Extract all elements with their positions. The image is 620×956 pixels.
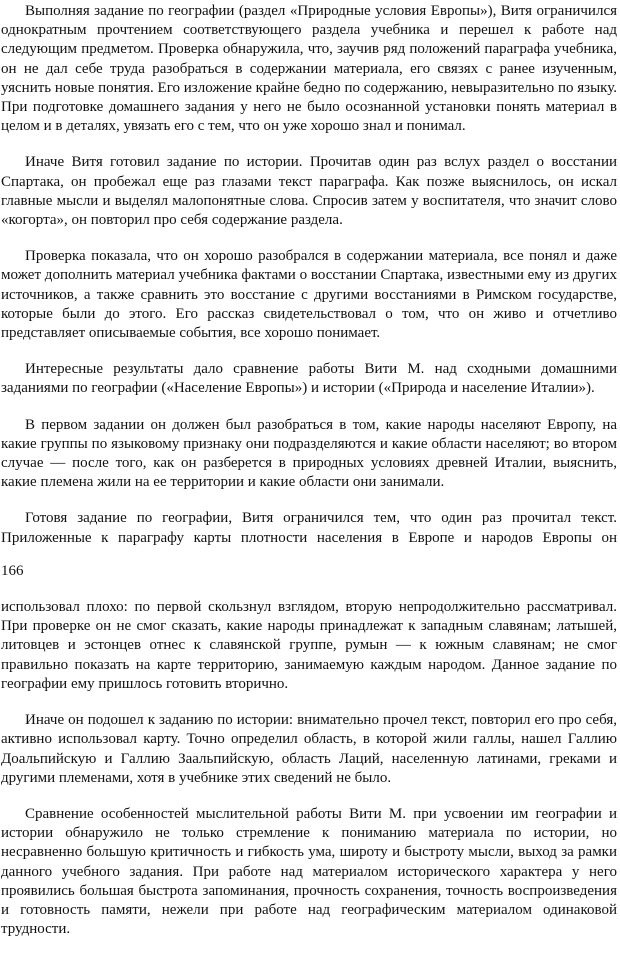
- paragraph-conclusion: Сравнение особенностей мыслительной работы Вити М. при усвоении им географии и истории обнаружило не только стремление к пониманию материала по истории, но несравненно большую критичность и гибкость ума, широту и быстроту мысли, выход за рамки данного учебного задания. При работе над материалом исторического характера у него проявились большая быстрота запоминания, прочность сохранения, точность воспроизведения и готовность памяти, нежели при работе над географическим материалом одинаковой трудности.: [1, 805, 617, 938]
- paragraph-continuation: использовал плохо: по первой скользнул взглядом, вторую непродолжительно рассматривал. При проверке он не смог сказать, какие народы принадлежат к западным славянам; латышей, литовцев и эстонцев отнес к славянской группе, румын — к южным славянам; не смог правильно показать на карте территорию, занимаемую каждым народом. Данное задание по географии ему пришлось готовить вторично.: [1, 599, 617, 692]
- page-number: 166: [1, 562, 24, 579]
- paragraph-history-approach: Иначе он подошел к заданию по истории: внимательно прочел текст, повторил его про себя, активно использовал карту. Точно определил область, в которой жили галлы, нашел Галлию Доальпийскую и Галлию Заальпийскую, область Лаций, населенную латинами, греками и другими племенами, хотя в учебнике этих сведений не было.: [1, 712, 617, 786]
- paragraph-history-task: Иначе Витя готовил задание по истории. Прочитав один раз вслух раздел о восстании Спартака, он пробежал еще раз глазами текст параграфа. Как позже выяснилось, он искал главные мысли и выделял малопонятные слова. Спросив затем у воспитателя, что значит слово «когорта», он повторил про себя содержание раздела.: [1, 154, 617, 229]
- paragraph-check-result: Проверка показала, что он хорошо разобрался в содержании материала, все понял и даже может дополнить материал учебника фактами о восстании Спартака, известными ему из других источников, а также сравнить это восстание с другими восстаниями в Римском государстве, которые были до этого. Его рассказ свидетельствовал о том, что он живо и отчетливо представляет описываемые события, все хорошо понимает.: [1, 248, 617, 342]
- paragraph-geography-task: Выполняя задание по географии (раздел «Природные условия Европы»), Витя ограничился однократным прочтением соответствующего раздела учебника и перешел к работе над следующим предметом. Проверка обнаружила, что, заучив ряд положений параграфа учебника, он не дал себе труда разобраться в содержании материала, его связях с ранее изученным, уяснить новые понятия. Его изложение крайне бедно по содержанию, невыразительно по языку. При подготовке домашнего задания у него не было осознанной установки понять материал в целом и в деталях, увязать его с тем, что он уже хорошо знал и понимал.: [1, 3, 617, 135]
- paragraph-comparison-intro: Интересные результаты дало сравнение работы Вити М. над сходными домашними заданиями по географии («Население Европы») и истории («Природа и население Италии»).: [1, 361, 617, 397]
- paragraph-first-task: В первом задании он должен был разобраться в том, какие народы населяют Европу, на какие группы по языковому признаку они подразделяются и какие области населяют; во втором случае — после того, как он разберется в природных условиях древней Италии, выяснить, какие племена жили на ее территории и какие области они занимали.: [1, 416, 617, 491]
- paragraph-geography-prep: Готовя задание по географии, Витя ограничился тем, что один раз прочитал текст. Приложенные к параграфу карты плотности населения в Европе и народов Европы он: [1, 510, 617, 546]
